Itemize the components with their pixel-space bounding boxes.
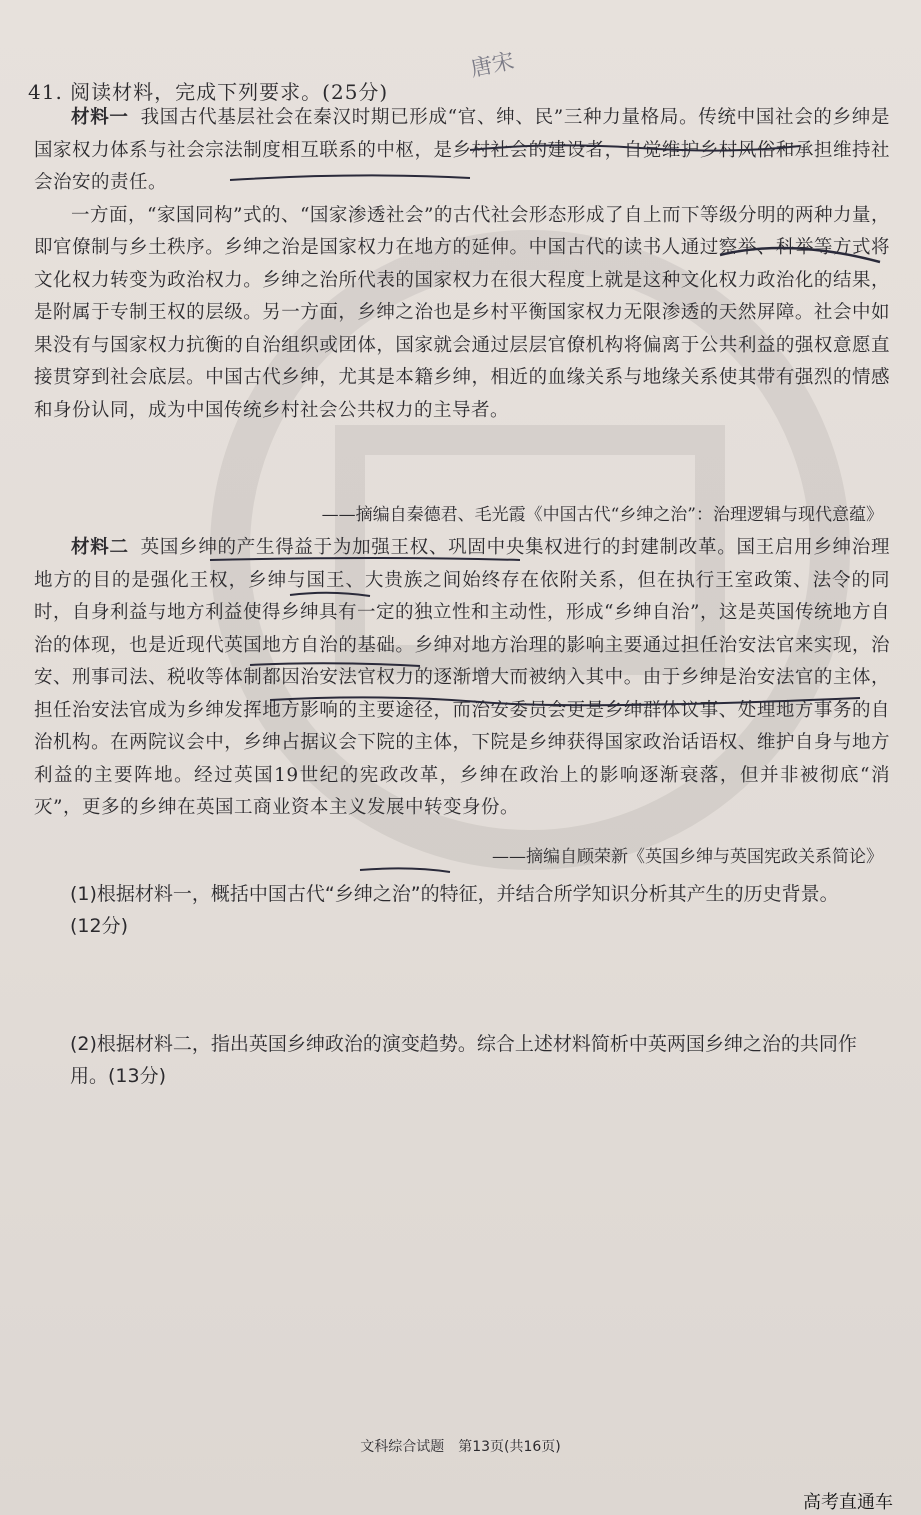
- page-footer: 文科综合试题 第13页(共16页): [360, 1439, 561, 1455]
- handwritten-note: 唐宋: [468, 48, 517, 83]
- corner-watermark: 高考直通车: [803, 1492, 893, 1513]
- material-2-label: 材料二: [71, 537, 129, 558]
- material-1-label: 材料一: [71, 107, 129, 128]
- material-1-intro-text: 我国古代基层社会在秦汉时期已形成“官、绅、民”三种力量格局。传统中国社会的乡绅是国家权力体系与社会宗法制度相互联系的中枢，是乡村社会的建设者，自觉维护乡村风俗和承担维持社会治安的责任。: [34, 107, 890, 193]
- pen-underline: [360, 868, 450, 872]
- material-2: [34, 532, 890, 825]
- material-1: [34, 102, 890, 427]
- material-2-source: ——摘编自顾荣新《英国乡绅与英国宪政关系简论》: [492, 847, 883, 867]
- subquestion-2: (2)根据材料二，指出英国乡绅政治的演变趋势。综合上述材料简析中英两国乡绅之治的共同作用。(13分): [70, 1033, 857, 1087]
- question-title: 41. 阅读材料，完成下列要求。(25分): [28, 80, 389, 104]
- subquestion-1: (1)根据材料一，概括中国古代“乡绅之治”的特征，并结合所学知识分析其产生的历史背景。(12分): [70, 883, 839, 937]
- material-1-body: 一方面，“家国同构”式的、“国家渗透社会”的古代社会形态形成了自上而下等级分明的两种力量，即官僚制与乡土秩序。乡绅之治是国家权力在地方的延伸。中国古代的读书人通过察举、科举等方式将文化权力转变为政治权力。乡绅之治所代表的国家权力在很大程度上就是这种文化权力政治化的结果，是附属于专制王权的层级。另一方面，乡绅之治也是乡村平衡国家权力无限渗透的天然屏障。社会中如果没有与国家权力抗衡的自治组织或团体，国家就会通过层层官僚机构将偏离于公共利益的强权意愿直接贯穿到社会底层。中国古代乡绅，尤其是本籍乡绅，相近的血缘关系与地缘关系使其带有强烈的情感和身份认同，成为中国传统乡村社会公共权力的主导者。: [34, 204, 890, 421]
- material-1-intro: [34, 102, 890, 200]
- material-1-source: ——摘编自秦德君、毛光霞《中国古代“乡绅之治”：治理逻辑与现代意蕴》: [321, 505, 883, 525]
- material-2-body: 英国乡绅的产生得益于为加强王权、巩固中央集权进行的封建制改革。国王启用乡绅治理地方的目的是强化王权，乡绅与国王、大贵族之间始终存在依附关系，但在执行王室政策、法令的同时，自身利益与地方利益使得乡绅具有一定的独立性和主动性，形成“乡绅自治”，这是英国传统地方自治的体现，也是近现代英国地方自治的基础。乡绅对地方治理的影响主要通过担任治安法官来实现，治安、刑事司法、税收等体制都因治安法官权力的逐渐增大而被纳入其中。由于乡绅是治安法官的主体，担任治安法官成为乡绅发挥地方影响的主要途径，而治安委员会更是乡绅群体议事、处理地方事务的自治机构。在两院议会中，乡绅占据议会下院的主体，下院是乡绅获得国家政治话语权、维护自身与地方利益的主要阵地。经过英国19世纪的宪政改革，乡绅在政治上的影响逐渐衰落，但并非被彻底“消灭”，更多的乡绅在英国工商业资本主义发展中转变身份。: [34, 537, 890, 818]
